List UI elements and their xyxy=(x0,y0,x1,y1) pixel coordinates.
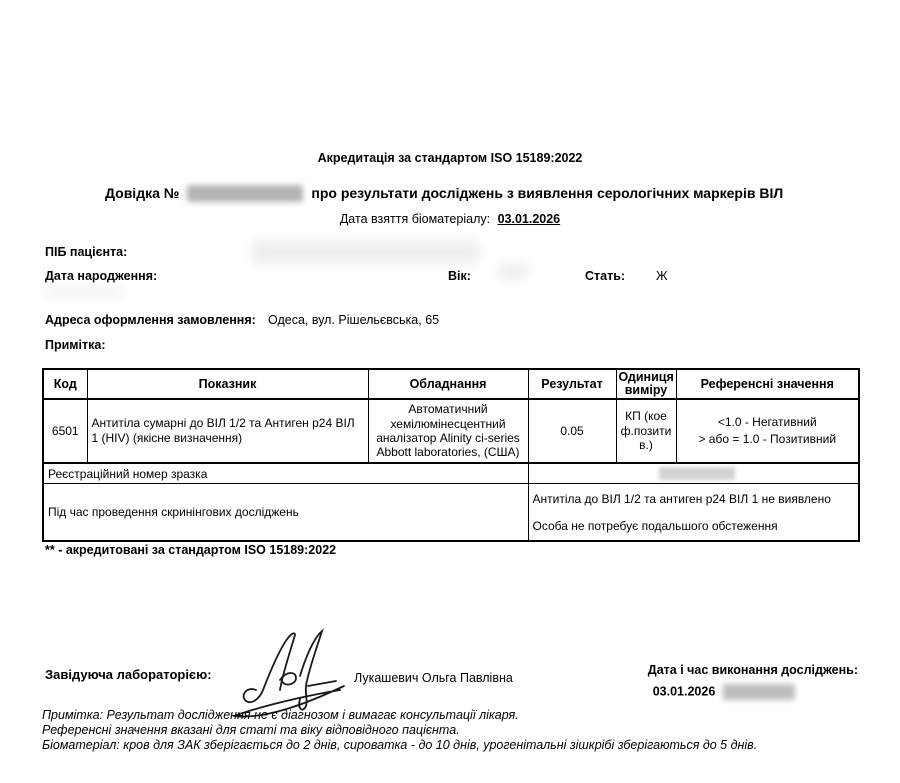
lab-head-label: Завідуюча лабораторією: xyxy=(45,667,212,682)
footer-note-reference: Референсні значення вказані для статі та віку відповідного пацієнта. xyxy=(42,723,460,737)
sex-label: Стать: xyxy=(585,269,626,283)
redacted-age xyxy=(498,263,528,279)
col-header-equipment: Обладнання xyxy=(368,369,528,399)
screening-conclusion-cell xyxy=(528,484,859,541)
registration-number-label: Реєстраційний номер зразка xyxy=(43,463,528,484)
redacted-registration-number xyxy=(659,467,735,480)
age-label: Вік: xyxy=(448,269,471,283)
screening-label: Під час проведення скринінгових досліджень xyxy=(43,484,528,541)
reference-negative: <1.0 - Негативний xyxy=(717,415,817,430)
screening-conclusion-line2: Особа не потребує подальшого обстеження xyxy=(532,518,778,533)
lab-head-name: Лукашевич Ольга Павлівна xyxy=(354,671,513,685)
footer-note-biomaterial: Біоматеріал: кров для ЗАК зберігається до 2 днів, сироватка - до 10 днів, урогенітальні зішкрібі зберігаються до 5 днів. xyxy=(42,738,758,752)
col-header-code: Код xyxy=(43,369,87,399)
redacted-exec-time xyxy=(723,684,795,700)
certificate-title-line xyxy=(105,185,805,204)
registration-number-cell xyxy=(528,463,859,484)
cell-unit: КП (коеф.позитив.) xyxy=(616,399,676,463)
screening-conclusion-line1: Антитіла до ВІЛ 1/2 та антиген p24 ВІЛ 1 не виявлено xyxy=(532,491,831,506)
cell-indicator: Антитіла сумарні до ВІЛ 1/2 та Антиген p24 ВІЛ 1 (HIV) (якісне визначення) xyxy=(87,399,368,463)
signature-image xyxy=(232,628,357,720)
certificate-number-label: Довідка № xyxy=(105,185,180,202)
sampling-date-value: 03.01.2026 xyxy=(497,212,561,226)
sex-value: Ж xyxy=(656,269,668,283)
cell-code: 6501 xyxy=(43,399,87,463)
redacted-birth-date xyxy=(44,285,124,297)
sampling-date-line xyxy=(0,212,900,226)
col-header-reference: Референсні значення xyxy=(676,369,859,399)
footer-note-disclaimer: Примітка: Результат дослідження не є діагнозом і вимагає консультації лікаря. xyxy=(42,708,519,722)
order-address-label: Адреса оформлення замовлення: xyxy=(45,313,256,327)
exec-datetime-label: Дата і час виконання досліджень: xyxy=(647,663,858,677)
accredited-footnote: ** - акредитовані за стандартом ISO 15189:2022 xyxy=(45,543,337,557)
accreditation-title: Акредитація за стандартом ISO 15189:2022 xyxy=(317,151,583,165)
birth-date-label: Дата народження: xyxy=(45,269,158,283)
table-header-row xyxy=(43,369,859,399)
cell-equipment: Автоматичний хемілюмінесцентний аналізатор Alinity ci-series Abbott laboratories, (США) xyxy=(368,399,528,463)
order-address-value: Одеса, вул. Рішельєвська, 65 xyxy=(268,313,440,327)
certificate-title: про результати досліджень з виявлення серологічних маркерів ВІЛ xyxy=(311,185,784,202)
cell-reference xyxy=(676,399,859,463)
redacted-certificate-number xyxy=(187,185,303,202)
sampling-date-label: Дата взяття біоматеріалу: xyxy=(339,212,491,226)
reference-positive: > або = 1.0 - Позитивний xyxy=(698,432,837,447)
col-header-unit: Одиниця виміру xyxy=(616,369,676,399)
remark-label: Примітка: xyxy=(45,338,106,352)
redacted-patient-name xyxy=(252,240,480,264)
exec-datetime-row xyxy=(590,684,858,700)
col-header-indicator: Показник xyxy=(87,369,368,399)
results-table xyxy=(42,368,860,542)
table-row-registration xyxy=(43,463,859,484)
table-row-result xyxy=(43,399,859,463)
cell-result: 0.05 xyxy=(528,399,616,463)
patient-name-label: ПІБ пацієнта: xyxy=(45,245,128,259)
table-row-screening xyxy=(43,484,859,541)
exec-date-value: 03.01.2026 xyxy=(652,684,716,699)
col-header-result: Результат xyxy=(528,369,616,399)
